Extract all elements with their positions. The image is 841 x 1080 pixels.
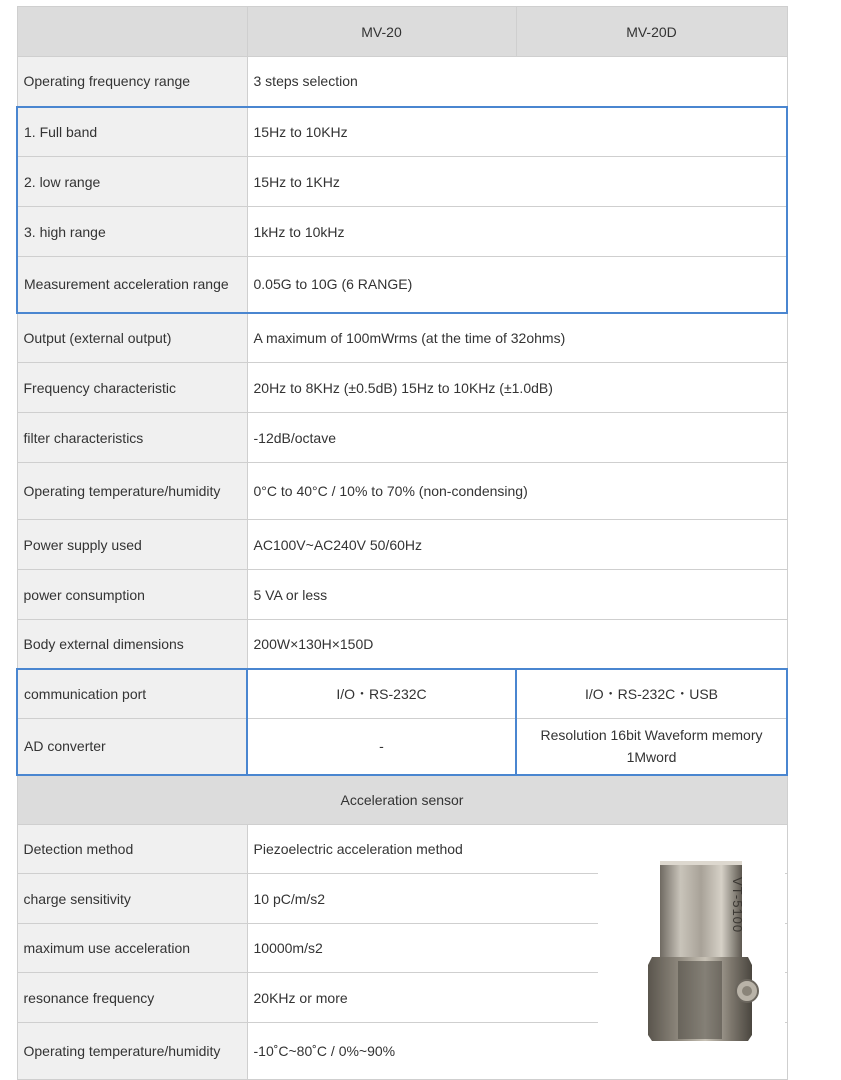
row-label: Power supply used (17, 520, 247, 570)
header-mv20d: MV-20D (516, 7, 787, 57)
row-value: 10 pC/m/s2 (247, 874, 787, 924)
mv20d-value: I/O・RS-232C・USB (516, 669, 787, 719)
table-row (17, 107, 787, 157)
mv20-value: I/O・RS-232C (247, 669, 516, 719)
row-value: -10˚C~80˚C / 0%~90% (247, 1023, 787, 1080)
row-value: 15Hz to 1KHz (247, 157, 787, 207)
sensor-engraving: VT-5100 (730, 877, 745, 934)
row-label: power consumption (17, 570, 247, 620)
mv20-value: - (247, 719, 516, 775)
table-row (17, 413, 787, 463)
table-row (17, 463, 787, 520)
row-label: charge sensitivity (17, 874, 247, 924)
header-mv20: MV-20 (247, 7, 516, 57)
row-value: 5 VA or less (247, 570, 787, 620)
table-row (17, 257, 787, 313)
table-row (17, 520, 787, 570)
row-value: 15Hz to 10KHz (247, 107, 787, 157)
row-value: 10000m/s2 (247, 924, 787, 973)
row-label: communication port (17, 669, 247, 719)
sensor-section-title: Acceleration sensor (17, 775, 787, 825)
row-label: Detection method (17, 825, 247, 874)
row-value: AC100V~AC240V 50/60Hz (247, 520, 787, 570)
header-row (17, 7, 787, 57)
row-label: AD converter (17, 719, 247, 775)
row-label: resonance frequency (17, 973, 247, 1023)
section-row (17, 775, 787, 825)
row-value: 0°C to 40°C / 10% to 70% (non-condensing) (247, 463, 787, 520)
row-value: A maximum of 100mWrms (at the time of 32ohms) (247, 313, 787, 363)
row-value: 20KHz or more (247, 973, 787, 1023)
mv20d-value: Resolution 16bit Waveform memory 1Mword (516, 719, 787, 775)
table-row (17, 570, 787, 620)
row-value: 3 steps selection (247, 57, 787, 107)
row-value: 1kHz to 10kHz (247, 207, 787, 257)
row-value: 0.05G to 10G (6 RANGE) (247, 257, 787, 313)
acceleration-sensor-photo (636, 857, 764, 1047)
row-label: Operating frequency range (17, 57, 247, 107)
row-label: maximum use acceleration (17, 924, 247, 973)
row-label: 3. high range (17, 207, 247, 257)
row-label: Operating temperature/humidity (17, 1023, 247, 1080)
row-label: 2. low range (17, 157, 247, 207)
row-label: filter characteristics (17, 413, 247, 463)
table-row (17, 669, 787, 719)
table-row (17, 57, 787, 107)
header-empty-cell (17, 7, 247, 57)
table-row (17, 363, 787, 413)
row-label: 1. Full band (17, 107, 247, 157)
row-value: 200W×130H×150D (247, 620, 787, 669)
row-value: -12dB/octave (247, 413, 787, 463)
table-row (17, 620, 787, 669)
table-row (17, 719, 787, 775)
row-label: Body external dimensions (17, 620, 247, 669)
row-label: Frequency characteristic (17, 363, 247, 413)
row-value: 20Hz to 8KHz (±0.5dB) 15Hz to 10KHz (±1.0dB) (247, 363, 787, 413)
table-row (17, 207, 787, 257)
table-row (17, 157, 787, 207)
row-label: Output (external output) (17, 313, 247, 363)
row-label: Operating temperature/humidity (17, 463, 247, 520)
table-row (17, 313, 787, 363)
row-value: Piezoelectric acceleration method (247, 825, 787, 874)
row-label: Measurement acceleration range (17, 257, 247, 313)
